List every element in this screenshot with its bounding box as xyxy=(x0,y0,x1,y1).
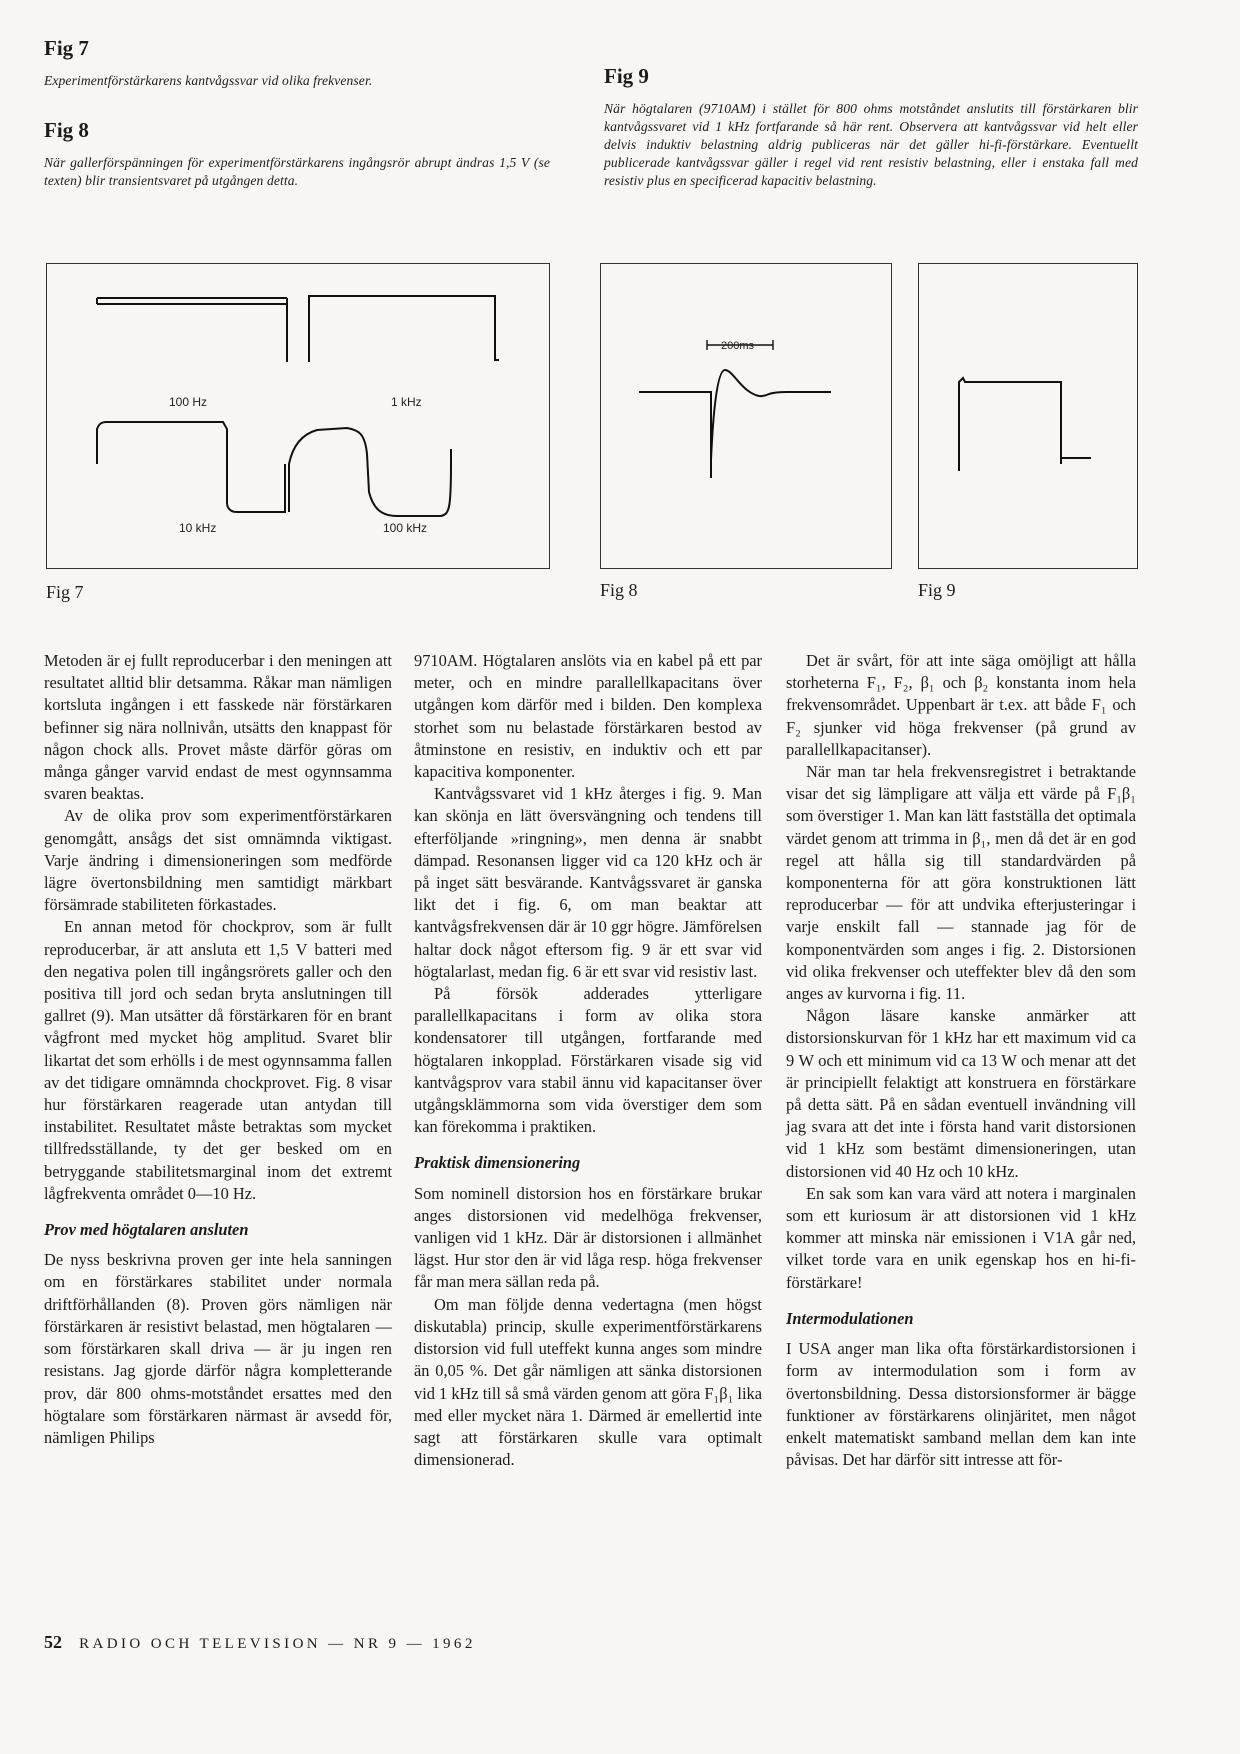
body-paragraph: På försök adderades ytterligare parallellkapacitans i form av olika stora kondensatorer till utgången, fortfarande med högtalaren inkopplad. Förstärkaren visade sig vid kantvågsprov vara stabil ännu vid kapacitanser över utgångsklämmorna som vida överstiger dem som kan förekomma i praktiken. xyxy=(414,984,762,1137)
wave-100hz xyxy=(97,304,287,359)
body-paragraph: Det är svårt, för att inte säga omöjligt att hålla storheterna F₁, F₂, β₁ och β₂ konstanta inom hela frekvensområdet. Uppenbart är t.ex. att både F₁ och F₂ sjunker vid höga frekvenser (på grund av parallellkapacitanser). xyxy=(786,651,1136,759)
wave-10khz xyxy=(97,422,285,512)
square-wave-response xyxy=(959,378,1091,471)
fig9-oscillogram xyxy=(918,263,1138,569)
section-heading: Prov med högtalaren ansluten xyxy=(44,1220,249,1240)
text-column-1 xyxy=(44,650,392,1449)
section-heading: Intermodulationen xyxy=(786,1308,914,1328)
body-paragraph: Som nominell distorsion hos en förstärkare brukar anges distorsionen vid medelhöga frekvenser, vanligen vid 1 kHz. Där är distorsionen i allmänhet lägst. Hur stor den är vid låga resp. höga frekvenser får man mera sällan reda på. xyxy=(414,1183,762,1292)
page-footer xyxy=(44,1632,476,1653)
fig7-caption-text: Experimentförstärkarens kantvågssvar vid olika frekvenser. xyxy=(44,73,373,88)
fig7-caption-title: Fig 7 xyxy=(44,36,89,60)
fig7-label: Fig 7 xyxy=(46,582,84,602)
wave-1khz xyxy=(309,296,499,362)
body-paragraph: Av de olika prov som experimentförstärkaren genomgått, ansågs det sist omnämnda viktigast. Varje ändring i dimensioneringen som medförde lägre övertonsbildning men samtidigt märkbart försämrade stabiliteten förkastades. xyxy=(44,806,392,915)
text-column-2 xyxy=(414,650,762,1471)
body-paragraph: Kantvågssvaret vid 1 kHz återges i fig. 9. Man kan skönja en lätt översvängning och tendens till efterföljande »ringning», men denna är snabbt dämpad. Resonansen ligger vid ca 120 kHz och är på inget sätt besvärande. Kantvågssvaret är ganska likt det i fig. 6, om man beaktar att kantvågsfrekvensen där är 10 ggr högre. Jämförelsen haltar dock något eftersom fig. 9 är ett svar vid högtalarlast, medan fig. 6 är ett svar vid resistiv last. xyxy=(414,784,762,981)
section-heading: Praktisk dimensionering xyxy=(414,1153,581,1173)
fig8-caption-title: Fig 8 xyxy=(44,118,89,142)
transient-curve xyxy=(639,370,831,478)
text-column-3 xyxy=(786,650,1136,1471)
fig8-caption-text: När gallerförspänningen för experimentförstärkarens ingångsrör abrupt ändras 1,5 V (se texten) blir transientsvaret på utgången detta. xyxy=(44,155,550,188)
body-paragraph: När man tar hela frekvensregistret i betraktande visar det sig lämpligare att välja ett värde på F₁β₁ som överstiger 1. Man kan lätt fastställa det optimala värdet genom att trimma in β₁, men då det är en god regel att hålla sig till standardvärden på komponenterna för att göra konstruktionen lätt reproducerbar — för att undvika efterjusteringar i varje enskilt fall — stannade jag för de komponentvärden som anges i fig. 2. Distorsionen vid olika frekvenser och uteffekter blev då den som anges av kurvorna i fig. 11. xyxy=(786,762,1136,1004)
page-number: 52 xyxy=(44,1632,62,1652)
body-paragraph: I USA anger man lika ofta förstärkardistorsionen i form av intermodulation som i form av övertonsbildning. Dessa distorsionsformer är bägge funktioner av förstärkarens olinjäritet, men något enkelt matematiskt samband mellan dem kan inte påvisas. Det har därför sitt intresse att för- xyxy=(786,1339,1136,1470)
wave-label-100hz: 100 Hz xyxy=(169,395,208,409)
wave-label-100khz: 100 kHz xyxy=(383,521,428,535)
journal-name: RADIO OCH TELEVISION — NR 9 — 1962 xyxy=(79,1636,476,1652)
wave-100khz xyxy=(289,428,451,516)
body-paragraph: De nyss beskrivna proven ger inte hela sanningen om en förstärkares stabilitet under normala driftförhållanden (8). Proven görs nämligen när förstärkaren är resistivt belastad, men högtalaren — som förstärkaren skall driva — är ju ingen ren resistans. Jag gjorde därför några kompletterande prov, där 800 ohms-motståndet ersattes med den högtalare som förstärkaren närmast är avsedd för, nämligen Philips xyxy=(44,1250,392,1447)
body-paragraph: 9710AM. Högtalaren anslöts via en kabel på ett par meter, och en mindre parallellkapacitans över utgången kom därför med i bilden. Den komplexa storhet som nu belastade förstärkaren bestod av åtminstone en resistiv, en induktiv och ett par kapacitiva komponenter. xyxy=(414,651,762,782)
scale-label: 200ms xyxy=(721,340,755,352)
wave-label-10khz: 10 kHz xyxy=(179,521,217,535)
body-paragraph: Om man följde denna vedertagna (men högst diskutabla) princip, skulle experimentförstärkarens distorsion vid full uteffekt kunna anges som mindre än 0,05 %. Det går nämligen att sänka distorsionen vid 1 kHz till så små värden genom att göra F₁β₁ lika med eller mycket nära 1. Därmed är emellertid inte sagt att förstärkaren skulle vara optimalt dimensionerad. xyxy=(414,1294,762,1470)
fig9-label: Fig 9 xyxy=(918,580,956,600)
wave-label-1khz: 1 kHz xyxy=(391,395,422,409)
fig8-oscillogram xyxy=(600,263,892,569)
body-paragraph: En sak som kan vara värd att notera i marginalen som ett kuriosum är att distorsionen vid 1 kHz kommer att minska när emissionen i V1A går ned, vilket torde vara en unik egenskap hos en hi-fi-förstärkare! xyxy=(786,1183,1136,1292)
body-paragraph: Någon läsare kanske anmärker att distorsionskurvan för 1 kHz har ett maximum vid ca 9 W och ett minimum vid ca 13 W och menar att det är principiellt felaktigt att konstruera en förstärkare på detta sätt. På en sådan eventuell invändning vill jag svara att det inte i första hand varit distorsionen vid 1 kHz som bestämt dimensioneringen, utan distorsionen vid 40 Hz och 10 kHz. xyxy=(786,1006,1136,1181)
fig7-oscillogram xyxy=(46,263,550,569)
fig8-label: Fig 8 xyxy=(600,580,638,600)
body-paragraph: Metoden är ej fullt reproducerbar i den meningen att resultatet alltid blir detsamma. Råkar man nämligen kortsluta ingången i ett fasskede när förstärkaren befinner sig nära nollnivån, utsätts den knappast för någon chock alls. Provet måste därför göras om många gånger varvid endast de mest ogynnsamma svaren beaktas. xyxy=(44,651,392,804)
fig9-caption-title: Fig 9 xyxy=(604,64,649,88)
fig9-caption-text: När högtalaren (9710AM) i stället för 800 ohms motståndet anslutits till förstärkaren blir kantvågssvaret vid 1 kHz fortfarande så här rent. Observera att kantvågssvar vid helt eller delvis induktiv belastning aldrig publiceras när det gäller hi-fi-förstärkare. Eventuellt publicerade kantvågssvar gäller i regel vid rent resistiv belastning, eller i enstaka fall med resistiv plus en specificerad kapacitiv belastning. xyxy=(604,101,1138,188)
body-paragraph: En annan metod för chockprov, som är fullt reproducerbar, är att ansluta ett 1,5 V batteri med den negativa polen till ingångsrörets galler och den positiva till jord och sedan bryta anslutningen till gallret (9). Man utsätter då förstärkaren för en brant vågfront med mycket hög amplitud. Svaret blir likartat det som erhölls i de mest ogynnsamma fallen av det tidigare omnämnda chockprovet. Fig. 8 visar hur förstärkaren reagerade utan antydan till instabilitet. Resultatet måste betraktas som mycket tillfredsställande, ty det ger besked om en betryggande stabilitetsmarginal inom det extremt lågfrekventa området 0—10 Hz. xyxy=(44,917,392,1203)
